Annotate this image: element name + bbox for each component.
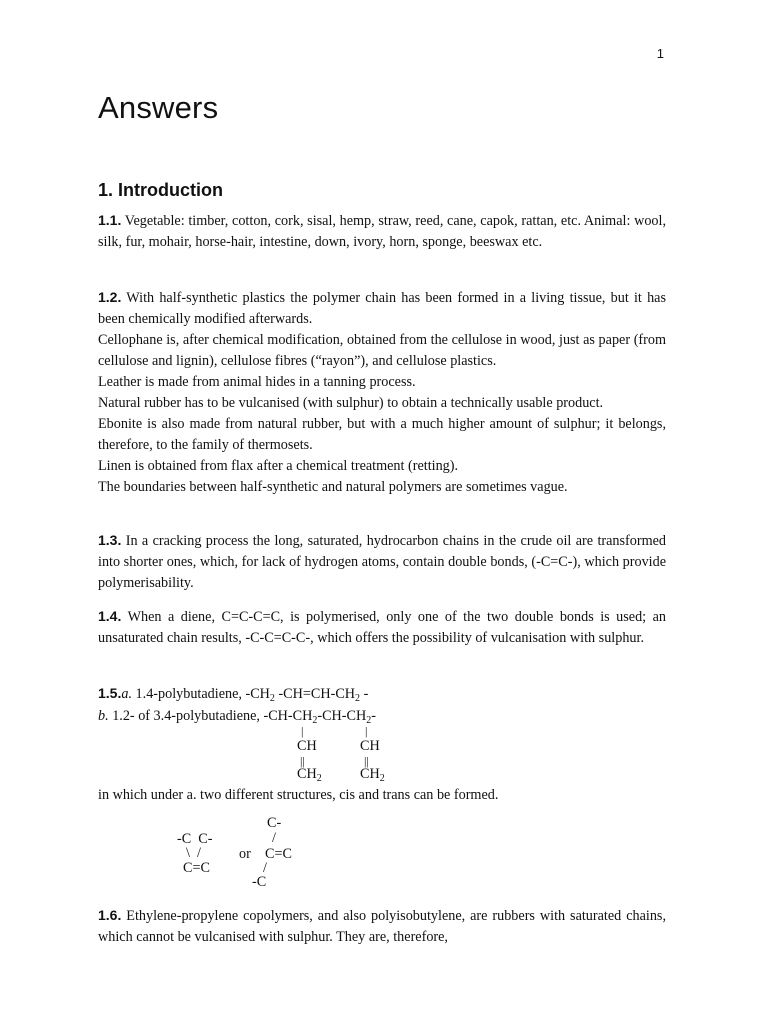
answer-number: 1.6. bbox=[98, 907, 122, 923]
formula-text: 1.2- of 3.4-polybutadiene, -CH-CH bbox=[108, 708, 313, 724]
answer-number: 1.1. bbox=[98, 212, 122, 228]
item-letter: a. bbox=[121, 686, 132, 702]
answer-1-4 bbox=[98, 606, 666, 649]
answer-1-5-line-b bbox=[98, 707, 376, 730]
subscript: 2 bbox=[269, 693, 275, 704]
answer-1-2-para: The boundaries between half-synthetic and natural polymers are sometimes vague. bbox=[98, 479, 568, 495]
answer-number: 1.4. bbox=[98, 608, 122, 624]
answer-1-5-note: in which under a. two different structures, cis and trans can be formed. bbox=[98, 787, 499, 803]
side-group-ch: CH bbox=[297, 738, 317, 754]
answer-number: 1.2. bbox=[98, 289, 122, 305]
answer-body: When a diene, C=C-C=C, is polymerised, only one of the two double bonds is used; an unsaturated chain results, -C-C=C-C-, which offers the possibility of vulcanisation with sulphur. bbox=[98, 609, 666, 646]
answer-1-2-para: Natural rubber has to be vulcanised (with sulphur) to obtain a technically usable product. bbox=[98, 395, 604, 411]
trans-structure-bottom: -C bbox=[252, 874, 267, 890]
subscript: 2 bbox=[316, 773, 322, 784]
cis-structure-top: -C C- bbox=[177, 831, 213, 847]
answer-1-2-para: Cellophane is, after chemical modification, obtained from the cellulose in wood, just as paper (from cellulose and lignin), cellulose fibres (“rayon”), and cellulose plastics. bbox=[98, 332, 666, 369]
answer-body: In a cracking process the long, saturated, hydrocarbon chains in the crude oil are transformed into shorter ones, which, for lack of hydrogen atoms, contain double bonds, (-C=C-), which provide polymerisability. bbox=[98, 533, 666, 591]
formula-text: 1.4-polybutadiene, -CH bbox=[132, 686, 270, 702]
double-bond: || bbox=[300, 754, 305, 768]
cis-structure-bottom: C=C bbox=[183, 860, 210, 876]
trans-structure-bond: / bbox=[272, 830, 276, 846]
answer-1-2-para bbox=[98, 287, 666, 330]
subscript: 2 bbox=[379, 773, 385, 784]
answer-1-2 bbox=[98, 287, 666, 498]
answer-1-1 bbox=[98, 210, 666, 253]
answer-1-6-text bbox=[98, 905, 666, 948]
answer-number: 1.3. bbox=[98, 532, 122, 548]
page-number: 1 bbox=[656, 46, 664, 61]
answer-1-2-para: Ebonite is also made from natural rubber, but with a much higher amount of sulphur; it belongs, therefore, to the family of thermosets. bbox=[98, 416, 666, 453]
double-bond: || bbox=[364, 754, 369, 768]
formula-text: -CH=CH-CH bbox=[274, 686, 356, 702]
formula-text: - bbox=[371, 708, 376, 724]
side-group-ch2 bbox=[360, 765, 385, 788]
answer-1-4-text bbox=[98, 606, 666, 649]
answer-body: Ethylene-propylene copolymers, and also polyisobutylene, are rubbers with saturated chains, which cannot be vulcanised with sulphur. They are, therefore, bbox=[98, 908, 666, 945]
answer-body: With half-synthetic plastics the polymer chain has been formed in a living tissue, but it has been chemically modified afterwards. bbox=[98, 290, 666, 327]
item-letter: b. bbox=[98, 708, 109, 724]
trans-structure-top: C- bbox=[267, 815, 282, 831]
or-label: or bbox=[239, 846, 251, 862]
trans-structure-middle: C=C bbox=[265, 846, 292, 862]
formula-text: -CH-CH bbox=[317, 708, 367, 724]
answer-body: Vegetable: timber, cotton, cork, sisal, hemp, straw, reed, cane, capok, rattan, etc. Animal: wool, silk, fur, mohair, horse-hair, intestine, down, ivory, horn, sponge, beeswax etc. bbox=[98, 213, 666, 250]
formula-text: CH bbox=[360, 766, 380, 782]
side-group-ch2 bbox=[297, 765, 322, 788]
page-title: Answers bbox=[98, 90, 219, 125]
answer-1-1-text bbox=[98, 210, 666, 253]
subscript: 2 bbox=[312, 715, 318, 726]
cis-structure-bonds: \ / bbox=[186, 845, 201, 861]
formula-text: CH bbox=[297, 766, 317, 782]
answer-1-6 bbox=[98, 905, 666, 948]
answer-1-3-text bbox=[98, 530, 666, 594]
single-bond: | bbox=[365, 724, 368, 738]
answer-1-2-para: Leather is made from animal hides in a tanning process. bbox=[98, 374, 416, 390]
single-bond: | bbox=[301, 724, 304, 738]
subscript: 2 bbox=[355, 693, 361, 704]
subscript: 2 bbox=[366, 715, 372, 726]
formula-text: - bbox=[360, 686, 369, 702]
answer-number: 1.5. bbox=[98, 685, 122, 701]
answer-1-3 bbox=[98, 530, 666, 594]
side-group-ch: CH bbox=[360, 738, 380, 754]
trans-structure-bond: / bbox=[263, 860, 267, 876]
answer-1-5-line-a bbox=[98, 684, 368, 708]
answer-1-2-para: Linen is obtained from flax after a chemical treatment (retting). bbox=[98, 458, 459, 474]
section-heading: 1. Introduction bbox=[98, 180, 223, 200]
